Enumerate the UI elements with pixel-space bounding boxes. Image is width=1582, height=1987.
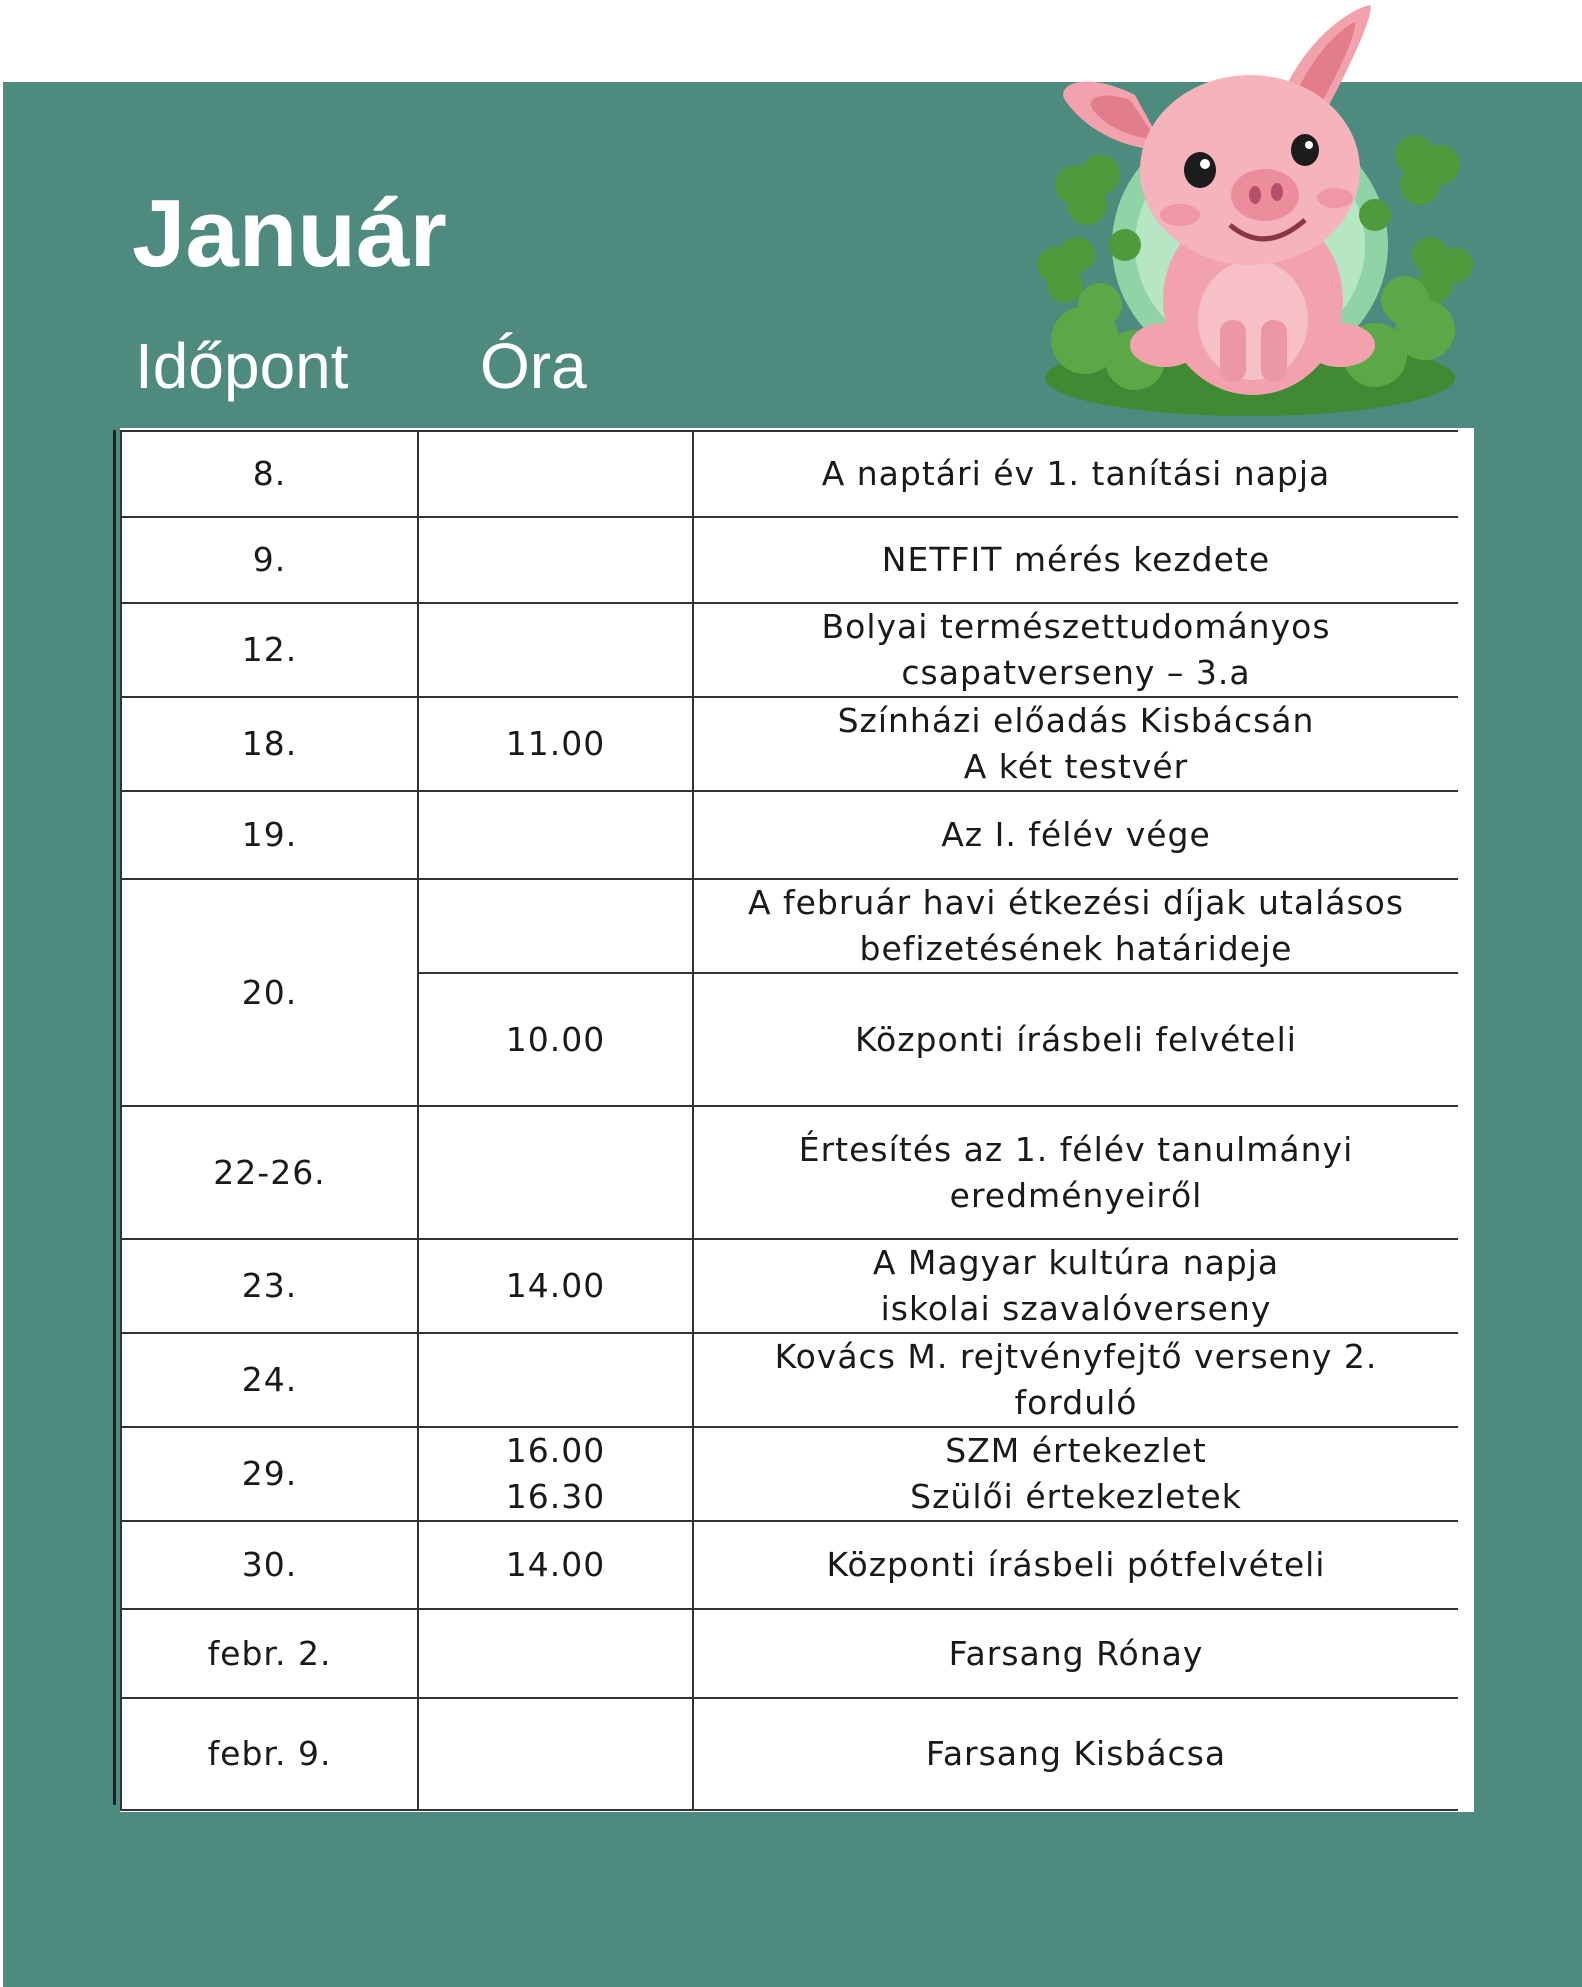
time-cell — [418, 517, 693, 603]
event-cell: Színházi előadás Kisbácsán A két testvér — [693, 697, 1458, 791]
event-cell: Bolyai természettudományos csapatverseny – 3.a — [693, 603, 1458, 697]
time-cell — [418, 791, 693, 879]
event-cell: A február havi étkezési díjak utalásos befizetésének határideje — [693, 879, 1458, 973]
event-cell: Értesítés az 1. félév tanulmányi eredményeiről — [693, 1106, 1458, 1239]
time-cell — [418, 603, 693, 697]
time-cell: 10.00 — [418, 973, 693, 1106]
table-row — [121, 431, 1458, 517]
event-cell: Kovács M. rejtvényfejtő verseny 2. forduló — [693, 1333, 1458, 1427]
time-cell — [418, 1609, 693, 1698]
table-row — [121, 1427, 1458, 1521]
date-cell: febr. 2. — [121, 1609, 418, 1698]
time-cell: 16.00 16.30 — [418, 1427, 693, 1521]
date-cell: 30. — [121, 1521, 418, 1609]
table-row — [121, 1521, 1458, 1609]
event-cell: SZM értekezlet Szülői értekezletek — [693, 1427, 1458, 1521]
time-cell — [418, 1106, 693, 1239]
table-row — [121, 879, 1458, 973]
sheet-edge — [113, 430, 116, 1805]
table-row — [121, 1609, 1458, 1698]
schedule-table — [120, 430, 1458, 1811]
time-cell — [418, 1333, 693, 1427]
date-cell: febr. 9. — [121, 1698, 418, 1810]
date-cell: 8. — [121, 431, 418, 517]
time-cell: 14.00 — [418, 1521, 693, 1609]
date-cell: 22-26. — [121, 1106, 418, 1239]
event-cell: Az I. félév vége — [693, 791, 1458, 879]
month-title: Január — [132, 180, 447, 287]
event-cell: Farsang Rónay — [693, 1609, 1458, 1698]
header-time: Óra — [480, 330, 587, 402]
event-cell: A Magyar kultúra napja iskolai szavalóverseny — [693, 1239, 1458, 1333]
time-cell: 14.00 — [418, 1239, 693, 1333]
date-cell: 29. — [121, 1427, 418, 1521]
table-row — [121, 1106, 1458, 1239]
date-cell: 9. — [121, 517, 418, 603]
event-cell: NETFIT mérés kezdete — [693, 517, 1458, 603]
schedule-sheet — [120, 428, 1474, 1812]
event-cell: Farsang Kisbácsa — [693, 1698, 1458, 1810]
table-row — [121, 791, 1458, 879]
date-cell: 23. — [121, 1239, 418, 1333]
table-row — [121, 697, 1458, 791]
table-row — [121, 517, 1458, 603]
time-cell: 11.00 — [418, 697, 693, 791]
event-cell: A naptári év 1. tanítási napja — [693, 431, 1458, 517]
event-cell: Központi írásbeli felvételi — [693, 973, 1458, 1106]
table-row — [121, 1239, 1458, 1333]
date-cell: 12. — [121, 603, 418, 697]
header-date: Időpont — [135, 330, 349, 402]
table-row — [121, 603, 1458, 697]
date-cell: 19. — [121, 791, 418, 879]
time-cell — [418, 1698, 693, 1810]
date-cell: 18. — [121, 697, 418, 791]
table-row — [121, 1333, 1458, 1427]
table-row — [121, 1698, 1458, 1810]
time-cell — [418, 879, 693, 973]
time-cell — [418, 431, 693, 517]
date-cell: 24. — [121, 1333, 418, 1427]
pig-icon — [1015, 0, 1485, 430]
date-cell: 20. — [121, 879, 418, 1106]
event-cell: Központi írásbeli pótfelvételi — [693, 1521, 1458, 1609]
